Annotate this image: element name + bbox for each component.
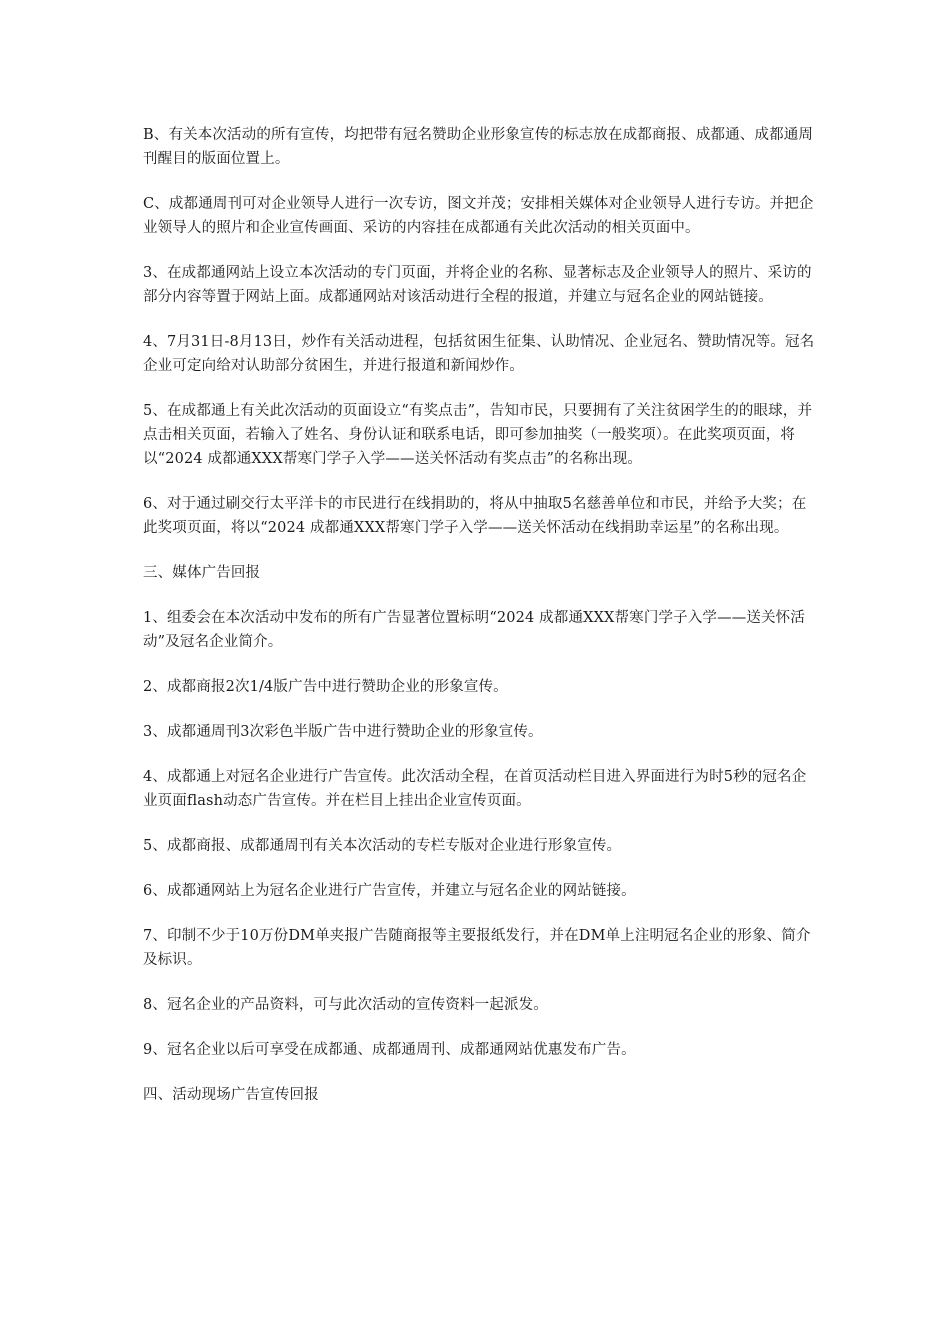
paragraph-4-campaign-progress: 4、7月31日-8月13日，炒作有关活动进程，包括贫困生征集、认助情况、企业冠名、赞助情况等。冠名企业可定向给对认助部分贫困生，并进行报道和新闻炒作。: [143, 334, 815, 374]
paragraph-media-3: 3、成都通周刊3次彩色半版广告中进行赞助企业的形象宣传。: [143, 724, 543, 740]
section-heading-onsite-ads: 四、活动现场广告宣传回报: [143, 1087, 319, 1103]
paragraph-3-website-page: 3、在成都通网站上设立本次活动的专门页面，并将企业的名称、显著标志及企业领导人的照片、采访的部分内容等置于网站上面。成都通网站对该活动进行全程的报道，并建立与冠名企业的网站链接。: [143, 265, 812, 305]
paragraph-media-6: 6、成都通网站上为冠名企业进行广告宣传，并建立与冠名企业的网站链接。: [143, 883, 636, 899]
paragraph-5-prize-click: 5、在成都通上有关此次活动的页面设立“有奖点击”，告知市民，只要拥有了关注贫困学生的的眼球，并点击相关页面，若输入了姓名、身份认证和联系电话，即可参加抽奖（一般奖项）。在此奖项页面，将以“2024 成都通XXX帮寒门学子入学——送关怀活动有奖点击”的名称出现。: [143, 403, 813, 467]
document-body: [143, 123, 818, 1128]
paragraph-b-logo-placement: B、有关本次活动的所有宣传，均把带有冠名赞助企业形象宣传的标志放在成都商报、成都通、成都通周刊醒目的版面位置上。: [143, 127, 814, 167]
paragraph-6-online-donation: 6、对于通过刷交行太平洋卡的市民进行在线捐助的，将从中抽取5名慈善单位和市民，并给予大奖；在此奖项页面，将以“2024 成都通XXX帮寒门学子入学——送关怀活动在线捐助幸运星”的名称出现。: [143, 496, 807, 536]
section-heading-media-ads: 三、媒体广告回报: [143, 565, 261, 581]
paragraph-media-2: 2、成都商报2次1/4版广告中进行赞助企业的形象宣传。: [143, 679, 508, 695]
paragraph-media-1: 1、组委会在本次活动中发布的所有广告显著位置标明“2024 成都通XXX帮寒门学子入学——送关怀活动”及冠名企业简介。: [143, 610, 805, 650]
paragraph-media-9: 9、冠名企业以后可享受在成都通、成都通周刊、成都通网站优惠发布广告。: [143, 1042, 636, 1058]
paragraph-media-4: 4、成都通上对冠名企业进行广告宣传。此次活动全程，在首页活动栏目进入界面进行为时5秒的冠名企业页面flash动态广告宣传。并在栏目上挂出企业宣传页面。: [143, 769, 807, 809]
paragraph-media-7: 7、印制不少于10万份DM单夹报广告随商报等主要报纸发行，并在DM单上注明冠名企业的形象、简介及标识。: [143, 928, 811, 968]
paragraph-c-interview: C、成都通周刊可对企业领导人进行一次专访，图文并茂；安排相关媒体对企业领导人进行专访。并把企业领导人的照片和企业宣传画面、采访的内容挂在成都通有关此次活动的相关页面中。: [143, 196, 814, 236]
paragraph-media-8: 8、冠名企业的产品资料，可与此次活动的宣传资料一起派发。: [143, 997, 548, 1013]
paragraph-media-5: 5、成都商报、成都通周刊有关本次活动的专栏专版对企业进行形象宣传。: [143, 838, 622, 854]
